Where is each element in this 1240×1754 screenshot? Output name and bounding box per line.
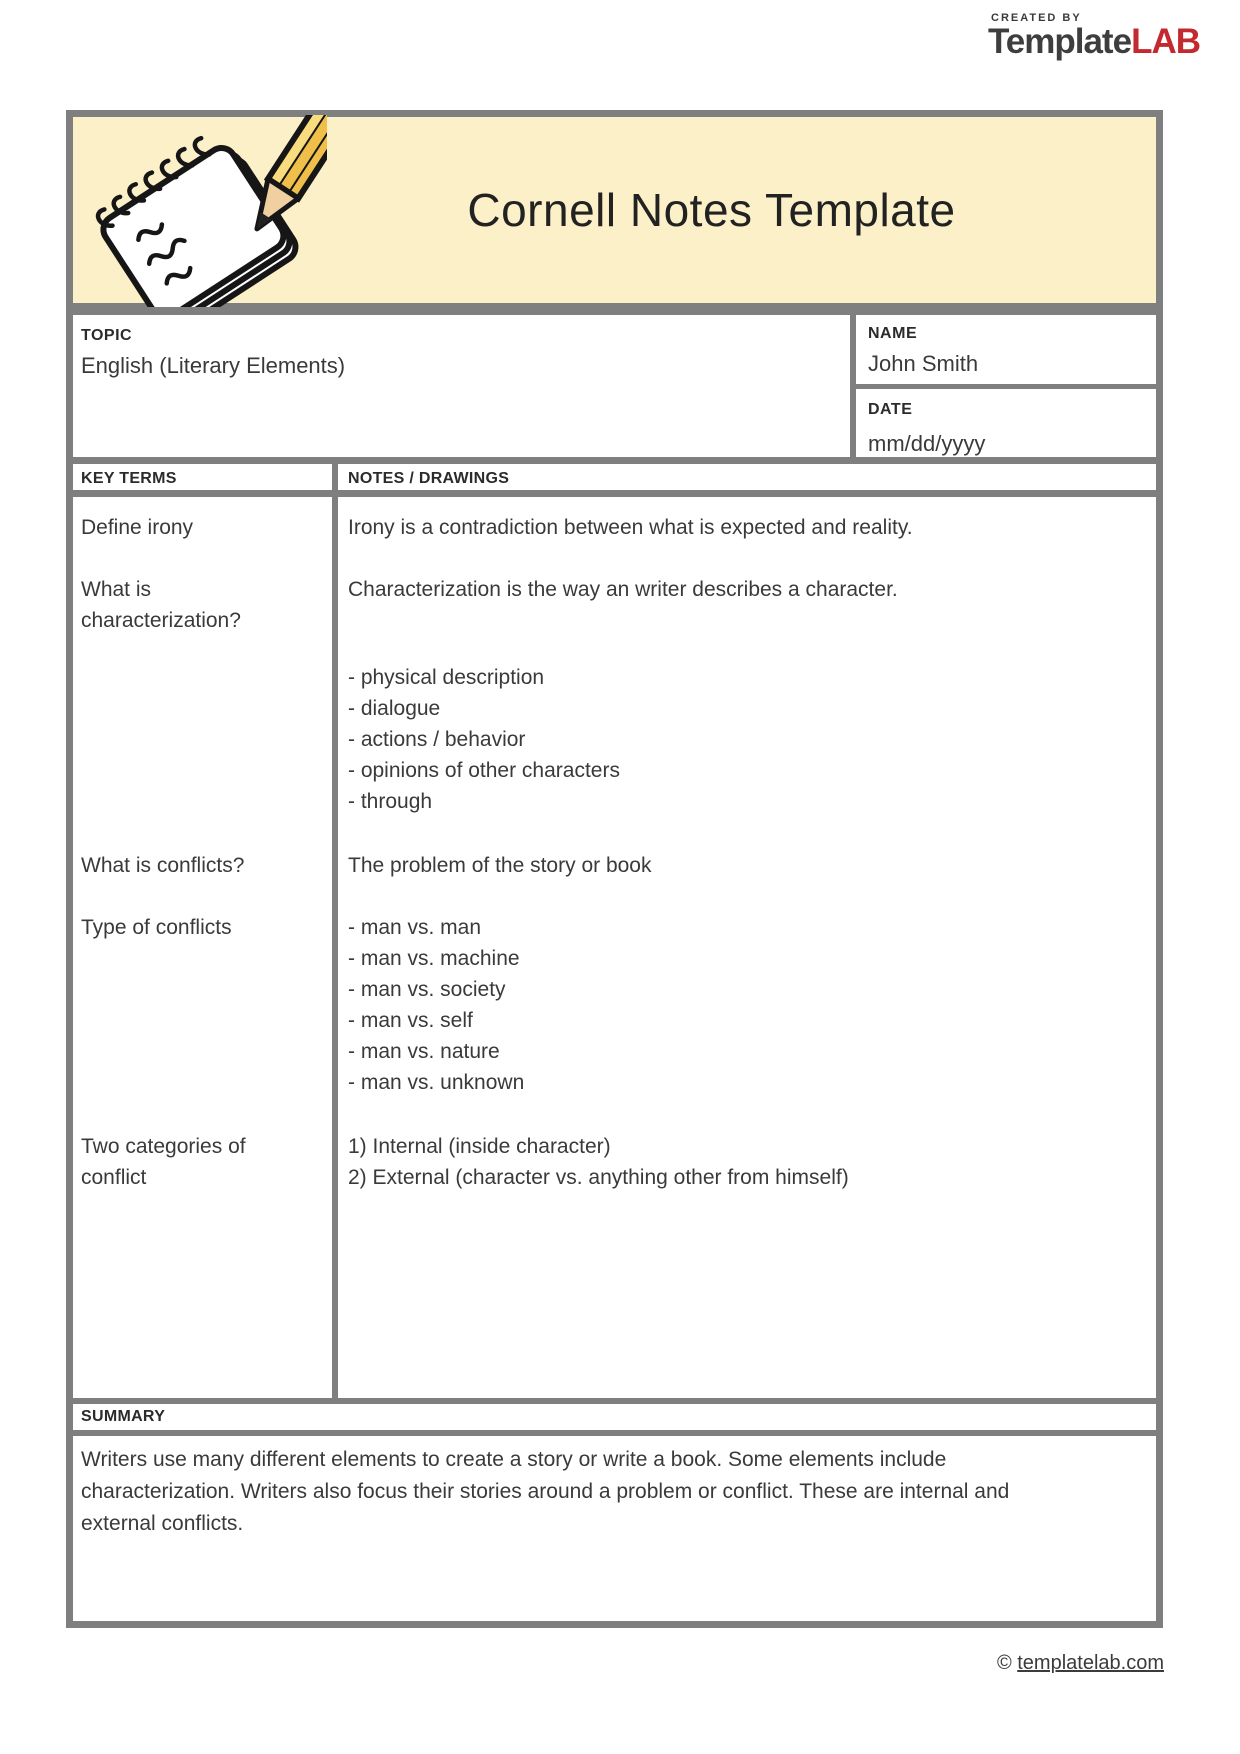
key-term: conflict xyxy=(81,1166,147,1189)
notes-header-cell xyxy=(338,463,1156,492)
note-line: - dialogue xyxy=(348,697,441,720)
key-terms-column xyxy=(73,497,338,1398)
date-value: mm/dd/yyyy xyxy=(868,431,986,456)
note-line: Irony is a contradiction between what is expected and reality. xyxy=(348,516,913,539)
cornell-notes-frame xyxy=(66,110,1163,1628)
logo-lab-text: LAB xyxy=(1131,22,1200,61)
summary-text: Writers use many different elements to create a story or write a book. Some elements include characterization. Writers also focus their stories around a problem or conflict. These are internal and external conflicts. xyxy=(81,1448,1010,1535)
topic-label: TOPIC xyxy=(81,327,133,344)
note-line: - actions / behavior xyxy=(348,728,526,751)
key-term: Define irony xyxy=(81,516,194,539)
note-line: - man vs. nature xyxy=(348,1040,500,1063)
note-line: - man vs. machine xyxy=(348,947,520,970)
page-title: Cornell Notes Template xyxy=(467,184,956,236)
key-term: What is xyxy=(81,578,152,601)
note-line: 1) Internal (inside character) xyxy=(348,1135,611,1158)
columns-header-row xyxy=(73,464,1156,497)
title-banner xyxy=(73,117,1156,310)
note-line: - man vs. man xyxy=(348,916,482,939)
notes-column xyxy=(338,497,1156,1398)
topic-field xyxy=(73,315,850,457)
name-value: John Smith xyxy=(868,351,979,376)
notes-body-row xyxy=(73,497,1156,1404)
date-label: DATE xyxy=(868,401,913,418)
logo-template-text: Template xyxy=(988,22,1132,61)
templatelab-wordmark xyxy=(988,24,1218,60)
key-term: characterization? xyxy=(81,609,241,632)
key-terms-header-cell xyxy=(73,464,338,490)
key-term: Two categories of xyxy=(81,1135,246,1158)
note-line: The problem of the story or book xyxy=(348,854,652,877)
meta-row xyxy=(73,310,1156,464)
copyright-icon: © xyxy=(996,1652,1012,1674)
name-label: NAME xyxy=(868,325,918,342)
note-line: - opinions of other characters xyxy=(348,759,620,782)
footer-credit xyxy=(997,1652,1164,1675)
note-line: - man vs. unknown xyxy=(348,1071,525,1094)
key-terms-header: KEY TERMS xyxy=(81,469,177,487)
note-line: - physical description xyxy=(348,666,545,689)
name-date-column xyxy=(850,315,1156,457)
name-field xyxy=(856,315,1156,389)
notes-drawings-header: NOTES / DRAWINGS xyxy=(348,469,510,487)
summary-header-row xyxy=(73,1404,1156,1436)
date-field xyxy=(856,389,1156,457)
note-line: Characterization is the way an writer describes a character. xyxy=(348,578,898,601)
notepad-pencil-illustration xyxy=(87,115,327,307)
notepad-pencil-icon xyxy=(87,117,327,303)
note-line: 2) External (character vs. anything other from himself) xyxy=(348,1166,849,1189)
note-line: - through xyxy=(348,790,433,813)
key-term: What is conflicts? xyxy=(81,854,245,877)
created-by-label: CREATED BY xyxy=(991,12,1082,24)
note-line: - man vs. society xyxy=(348,978,506,1001)
key-term: Type of conflicts xyxy=(81,916,232,939)
summary-section xyxy=(73,1436,1156,1540)
topic-value: English (Literary Elements) xyxy=(81,353,346,378)
summary-header: SUMMARY xyxy=(81,1408,166,1425)
templatelab-link[interactable]: templatelab.com xyxy=(1017,1652,1164,1674)
note-line: - man vs. self xyxy=(348,1009,473,1032)
templatelab-logo[interactable] xyxy=(988,12,1218,60)
